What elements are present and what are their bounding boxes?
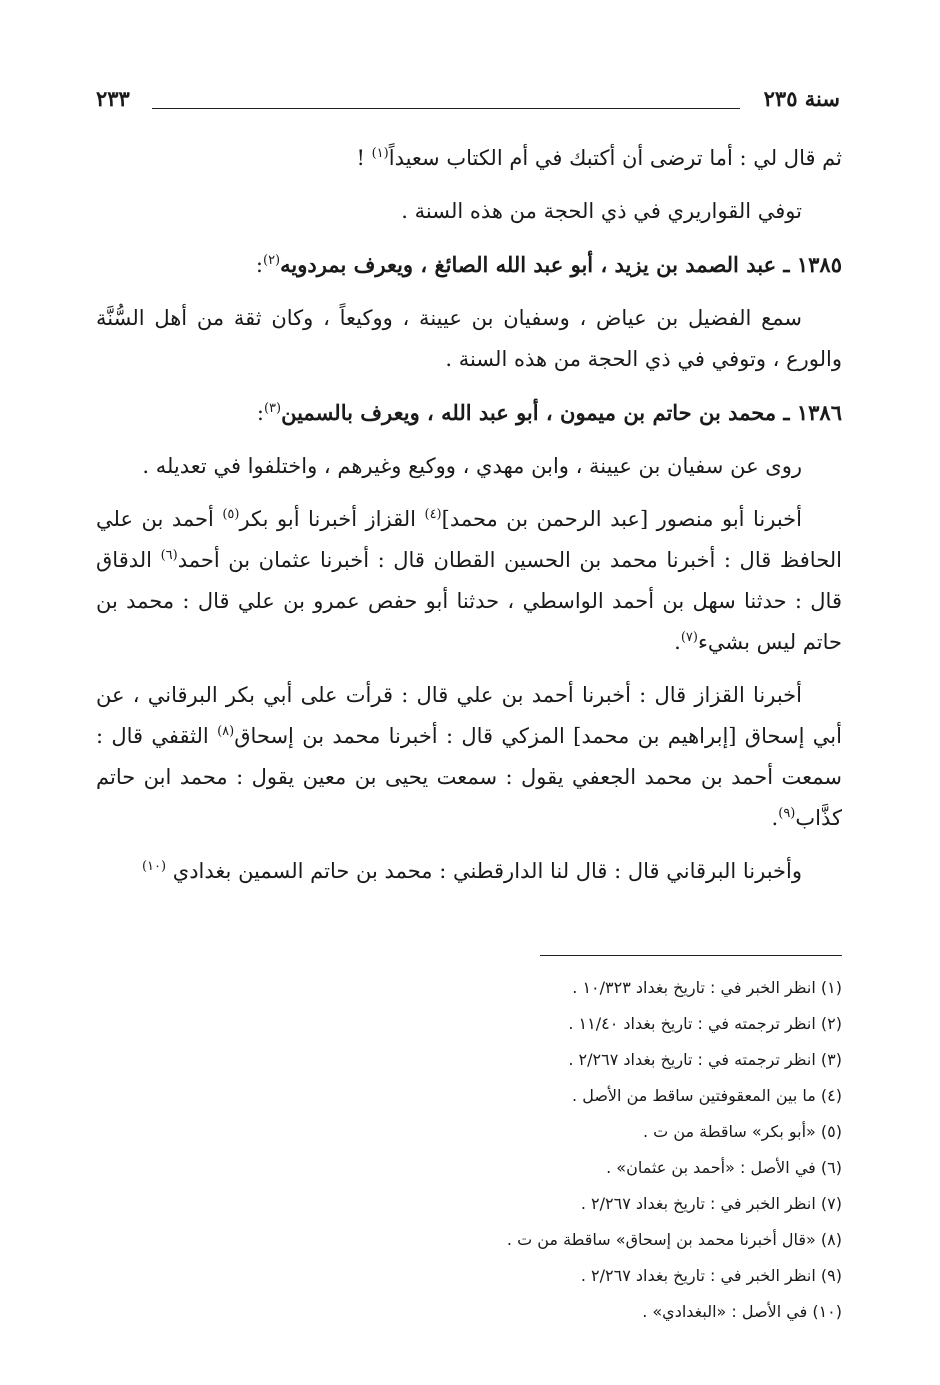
entry-heading [96, 244, 842, 286]
footnote: (١٠) في الأصل : «البغدادي» . [642, 1302, 842, 1321]
text-run: وأخبرنا البرقاني قال : قال لنا الدارقطني : محمد بن حاتم السمين بغدادي [166, 859, 802, 883]
footnote-ref: (٥) [222, 507, 240, 522]
text-run: ! [356, 146, 372, 170]
footnote: (٨) «قال أخبرنا محمد بن إسحاق» ساقطة من ت . [506, 1230, 842, 1249]
text-run: ثم قال لي : أما ترضى أن أكتبك في أم الكتاب سعيداً [388, 146, 842, 170]
footnote-ref: (٨) [217, 724, 235, 739]
footnote: (٥) «أبو بكر» ساقطة من ت . [643, 1122, 842, 1141]
footnote: (٦) في الأصل : «أحمد بن عثمان» . [606, 1158, 842, 1177]
paragraph: روى عن سفيان بن عيينة ، وابن مهدي ، ووكيع وغيرهم ، واختلفوا في تعديله . [142, 454, 802, 478]
footnote-ref: (١٠) [141, 859, 167, 874]
footnote-ref: (٢) [262, 253, 281, 268]
footnote-ref: (١) [371, 146, 389, 161]
paragraph: توفي القواريري في ذي الحجة من هذه السنة . [401, 199, 802, 223]
text-run: الدقاق قال : حدثنا سهل بن أحمد الواسطي ، حدثنا أبو حفص عمرو بن علي قال : محمد بن حاتم ليس بشيء [96, 548, 842, 654]
footnote: (٢) انظر ترجمته في : تاريخ بغداد ١١/٤٠ . [568, 1014, 842, 1033]
paragraph: سمع الفضيل بن عياض ، وسفيان بن عيينة ، ووكيعاً ، وكان ثقة من أهل السُّنَّة والورع ، وتوفي في ذي الحجة من هذه السنة . [96, 306, 842, 371]
paragraph [96, 499, 842, 663]
footnote-rule [540, 955, 842, 956]
main-text [96, 138, 842, 904]
entry-title: ١٣٨٦ ـ محمد بن حاتم بن ميمون ، أبو عبد الله ، ويعرف بالسمين [281, 400, 842, 425]
paragraph [96, 138, 842, 179]
footnote-ref: (٤) [424, 507, 442, 522]
footnote-ref: (٣) [263, 401, 282, 416]
text-run: : [255, 253, 263, 277]
text-run: أخبرنا أبو منصور [عبد الرحمن بن محمد] [441, 507, 802, 531]
text-run: : [256, 401, 264, 425]
footnote-ref: (٦) [160, 548, 178, 563]
footnotes [96, 970, 842, 1330]
page-number: ٢٣٣ [96, 86, 130, 111]
running-head-year: سنة ٢٣٥ [763, 86, 840, 111]
text-run: أحمد بن علي الحافظ قال : أخبرنا محمد بن الحسين القطان قال : أخبرنا عثمان بن أحمد [96, 507, 842, 572]
footnote: (٩) انظر الخبر في : تاريخ بغداد ٢/٢٦٧ . [580, 1266, 842, 1285]
text-run: . [771, 806, 779, 830]
footnote: (٤) ما بين المعقوفتين ساقط من الأصل . [572, 1086, 842, 1105]
entry-title: ١٣٨٥ ـ عبد الصمد بن يزيد ، أبو عبد الله الصائغ ، ويعرف بمردويه [280, 252, 842, 277]
footnote: (١) انظر الخبر في : تاريخ بغداد ١٠/٣٢٣ . [572, 978, 842, 997]
footnote-ref: (٩) [778, 806, 796, 821]
text-run: القزاز أخبرنا أبو بكر [239, 507, 425, 531]
footnote-ref: (٧) [680, 630, 698, 645]
text-run: الثقفي قال : سمعت أحمد بن محمد الجعفي يقول : سمعت يحيى بن معين يقول : محمد ابن حاتم كذَّاب [96, 724, 842, 830]
text-run: أخبرنا القزاز قال : أخبرنا أحمد بن علي قال : قرأت على أبي بكر البرقاني ، عن أبي إسحاق [إبراهيم بن محمد] المزكي قال : أخبرنا محمد بن إسحاق [96, 683, 842, 748]
page-header [96, 86, 840, 126]
text-run: . [674, 630, 681, 654]
entry-heading [96, 392, 842, 434]
header-rule [152, 108, 740, 109]
footnote: (٣) انظر ترجمته في : تاريخ بغداد ٢/٢٦٧ . [568, 1050, 842, 1069]
paragraph [96, 851, 842, 892]
paragraph [96, 675, 842, 839]
footnote: (٧) انظر الخبر في : تاريخ بغداد ٢/٢٦٧ . [580, 1194, 842, 1213]
